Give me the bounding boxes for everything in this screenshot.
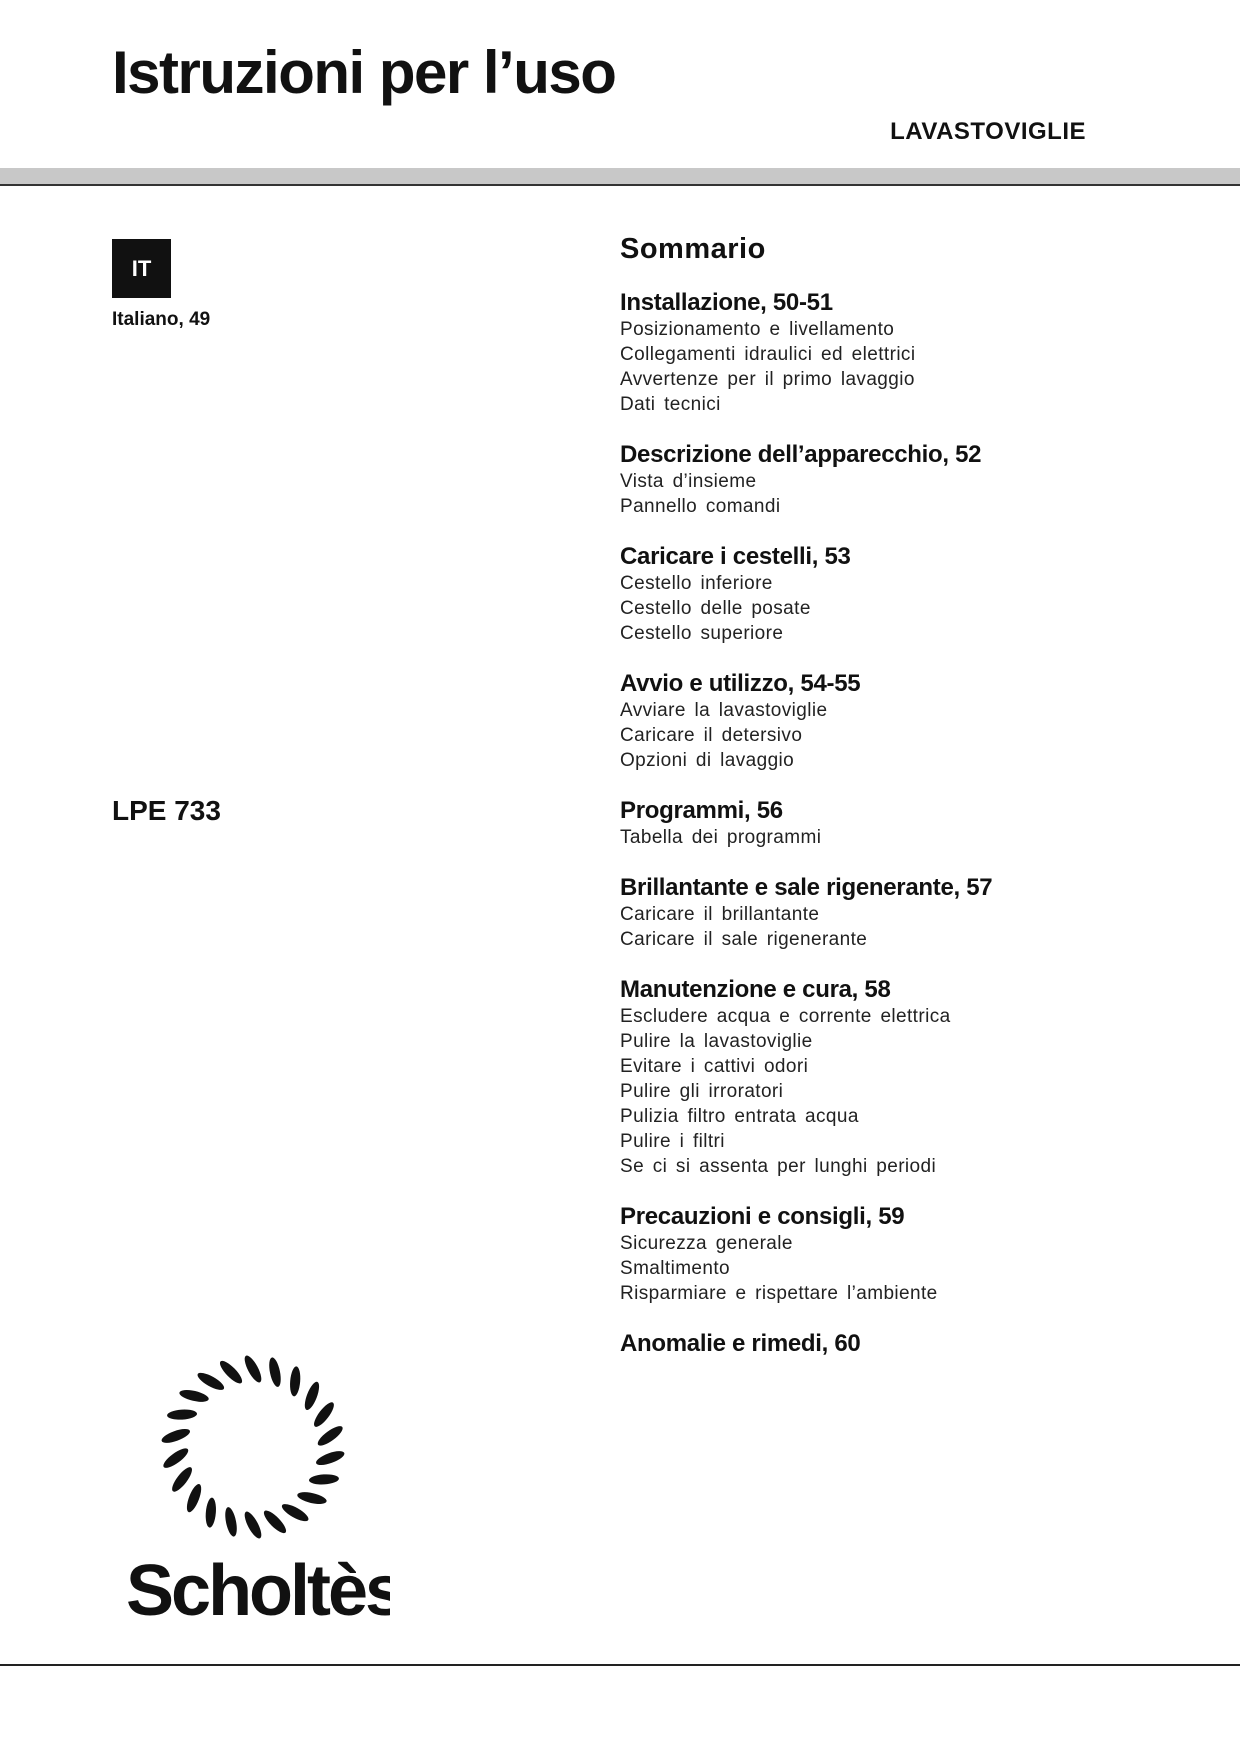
toc-item: Pulizia filtro entrata acqua bbox=[620, 1106, 859, 1127]
toc-item: Se ci si assenta per lunghi periodi bbox=[620, 1156, 937, 1177]
toc-section bbox=[620, 670, 1180, 773]
toc-section-title: Descrizione dell’apparecchio, 52 bbox=[620, 441, 982, 468]
language-page-label: Italiano, 49 bbox=[112, 309, 211, 330]
brand-wordmark: Scholtès bbox=[126, 1551, 390, 1625]
toc-item: Pulire i filtri bbox=[620, 1131, 725, 1152]
sun-ray-icon bbox=[242, 1353, 265, 1384]
toc-item: Cestello inferiore bbox=[620, 573, 773, 594]
toc-item: Evitare i cattivi odori bbox=[620, 1056, 809, 1077]
toc-item: Collegamenti idraulici ed elettrici bbox=[620, 344, 916, 365]
toc-section bbox=[620, 441, 1180, 519]
toc-item: Pannello comandi bbox=[620, 496, 781, 517]
sun-ray-icon bbox=[242, 1509, 265, 1540]
footer-divider bbox=[0, 1664, 1240, 1666]
toc-section-title: Brillantante e sale rigenerante, 57 bbox=[620, 874, 993, 901]
toc-section-title: Anomalie e rimedi, 60 bbox=[620, 1330, 861, 1357]
sun-ray-icon bbox=[195, 1370, 226, 1393]
toc-item: Dati tecnici bbox=[620, 394, 721, 415]
sun-ray-icon bbox=[160, 1426, 192, 1446]
toc-section-title: Precauzioni e consigli, 59 bbox=[620, 1203, 905, 1230]
toc-section bbox=[620, 543, 1180, 646]
toc-item: Pulire gli irroratori bbox=[620, 1081, 784, 1102]
sun-ray-icon bbox=[309, 1474, 340, 1486]
toc-section bbox=[620, 797, 1180, 850]
toc-heading: Sommario bbox=[620, 233, 766, 265]
sun-ray-icon bbox=[223, 1506, 239, 1537]
toc-item: Cestello superiore bbox=[620, 623, 784, 644]
toc-item: Caricare il sale rigenerante bbox=[620, 929, 868, 950]
toc-item: Tabella dei programmi bbox=[620, 827, 822, 848]
sun-ray-icon bbox=[296, 1490, 327, 1506]
sun-logo-icon bbox=[120, 1345, 390, 1625]
document-title: Istruzioni per l’uso bbox=[112, 39, 616, 106]
sun-ray-icon bbox=[311, 1400, 337, 1430]
brand-logo bbox=[120, 1345, 390, 1625]
sun-ray-icon bbox=[217, 1358, 245, 1386]
header-divider-band bbox=[0, 168, 1240, 186]
language-badge: IT bbox=[112, 239, 171, 298]
sun-ray-icon bbox=[315, 1423, 345, 1449]
toc-item: Pulire la lavastoviglie bbox=[620, 1031, 813, 1052]
product-type-label: LAVASTOVIGLIE bbox=[890, 118, 1086, 145]
toc-sections bbox=[620, 289, 1180, 1358]
toc-section-title: Avvio e utilizzo, 54-55 bbox=[620, 670, 861, 697]
sun-ray-icon bbox=[302, 1380, 322, 1412]
sun-ray-icon bbox=[161, 1445, 191, 1471]
toc-section bbox=[620, 976, 1180, 1179]
toc-item: Sicurezza generale bbox=[620, 1233, 793, 1254]
sun-ray-icon bbox=[178, 1388, 209, 1404]
toc-item: Posizionamento e livellamento bbox=[620, 319, 895, 340]
toc-item: Escludere acqua e corrente elettrica bbox=[620, 1006, 951, 1027]
toc-item: Avvertenze per il primo lavaggio bbox=[620, 369, 915, 390]
toc-item: Avviare la lavastoviglie bbox=[620, 700, 828, 721]
toc-item: Opzioni di lavaggio bbox=[620, 750, 795, 771]
sun-ray-icon bbox=[169, 1464, 195, 1494]
sun-ray-icon bbox=[167, 1409, 198, 1421]
toc-item: Risparmiare e rispettare l’ambiente bbox=[620, 1283, 938, 1304]
toc-section-title: Caricare i cestelli, 53 bbox=[620, 543, 851, 570]
sun-ray-icon bbox=[289, 1366, 301, 1397]
sun-ray-icon bbox=[314, 1448, 346, 1468]
toc-item: Caricare il brillantante bbox=[620, 904, 820, 925]
sun-ray-icon bbox=[267, 1356, 283, 1387]
toc-section-title: Programmi, 56 bbox=[620, 797, 783, 824]
sun-ray-icon bbox=[261, 1508, 289, 1536]
sun-ray-icon bbox=[205, 1497, 217, 1528]
toc-section bbox=[620, 874, 1180, 952]
toc-section bbox=[620, 1330, 1180, 1358]
toc-section bbox=[620, 1203, 1180, 1306]
sun-ray-icon bbox=[280, 1501, 311, 1524]
toc-item: Smaltimento bbox=[620, 1258, 730, 1279]
model-number: LPE 733 bbox=[112, 795, 221, 826]
toc-item: Vista d’insieme bbox=[620, 471, 757, 492]
sun-ray-icon bbox=[184, 1482, 204, 1514]
toc-item: Cestello delle posate bbox=[620, 598, 811, 619]
toc-section-title: Manutenzione e cura, 58 bbox=[620, 976, 891, 1003]
table-of-contents bbox=[620, 231, 1180, 1382]
toc-section bbox=[620, 289, 1180, 417]
toc-section-title: Installazione, 50-51 bbox=[620, 289, 833, 316]
toc-item: Caricare il detersivo bbox=[620, 725, 803, 746]
